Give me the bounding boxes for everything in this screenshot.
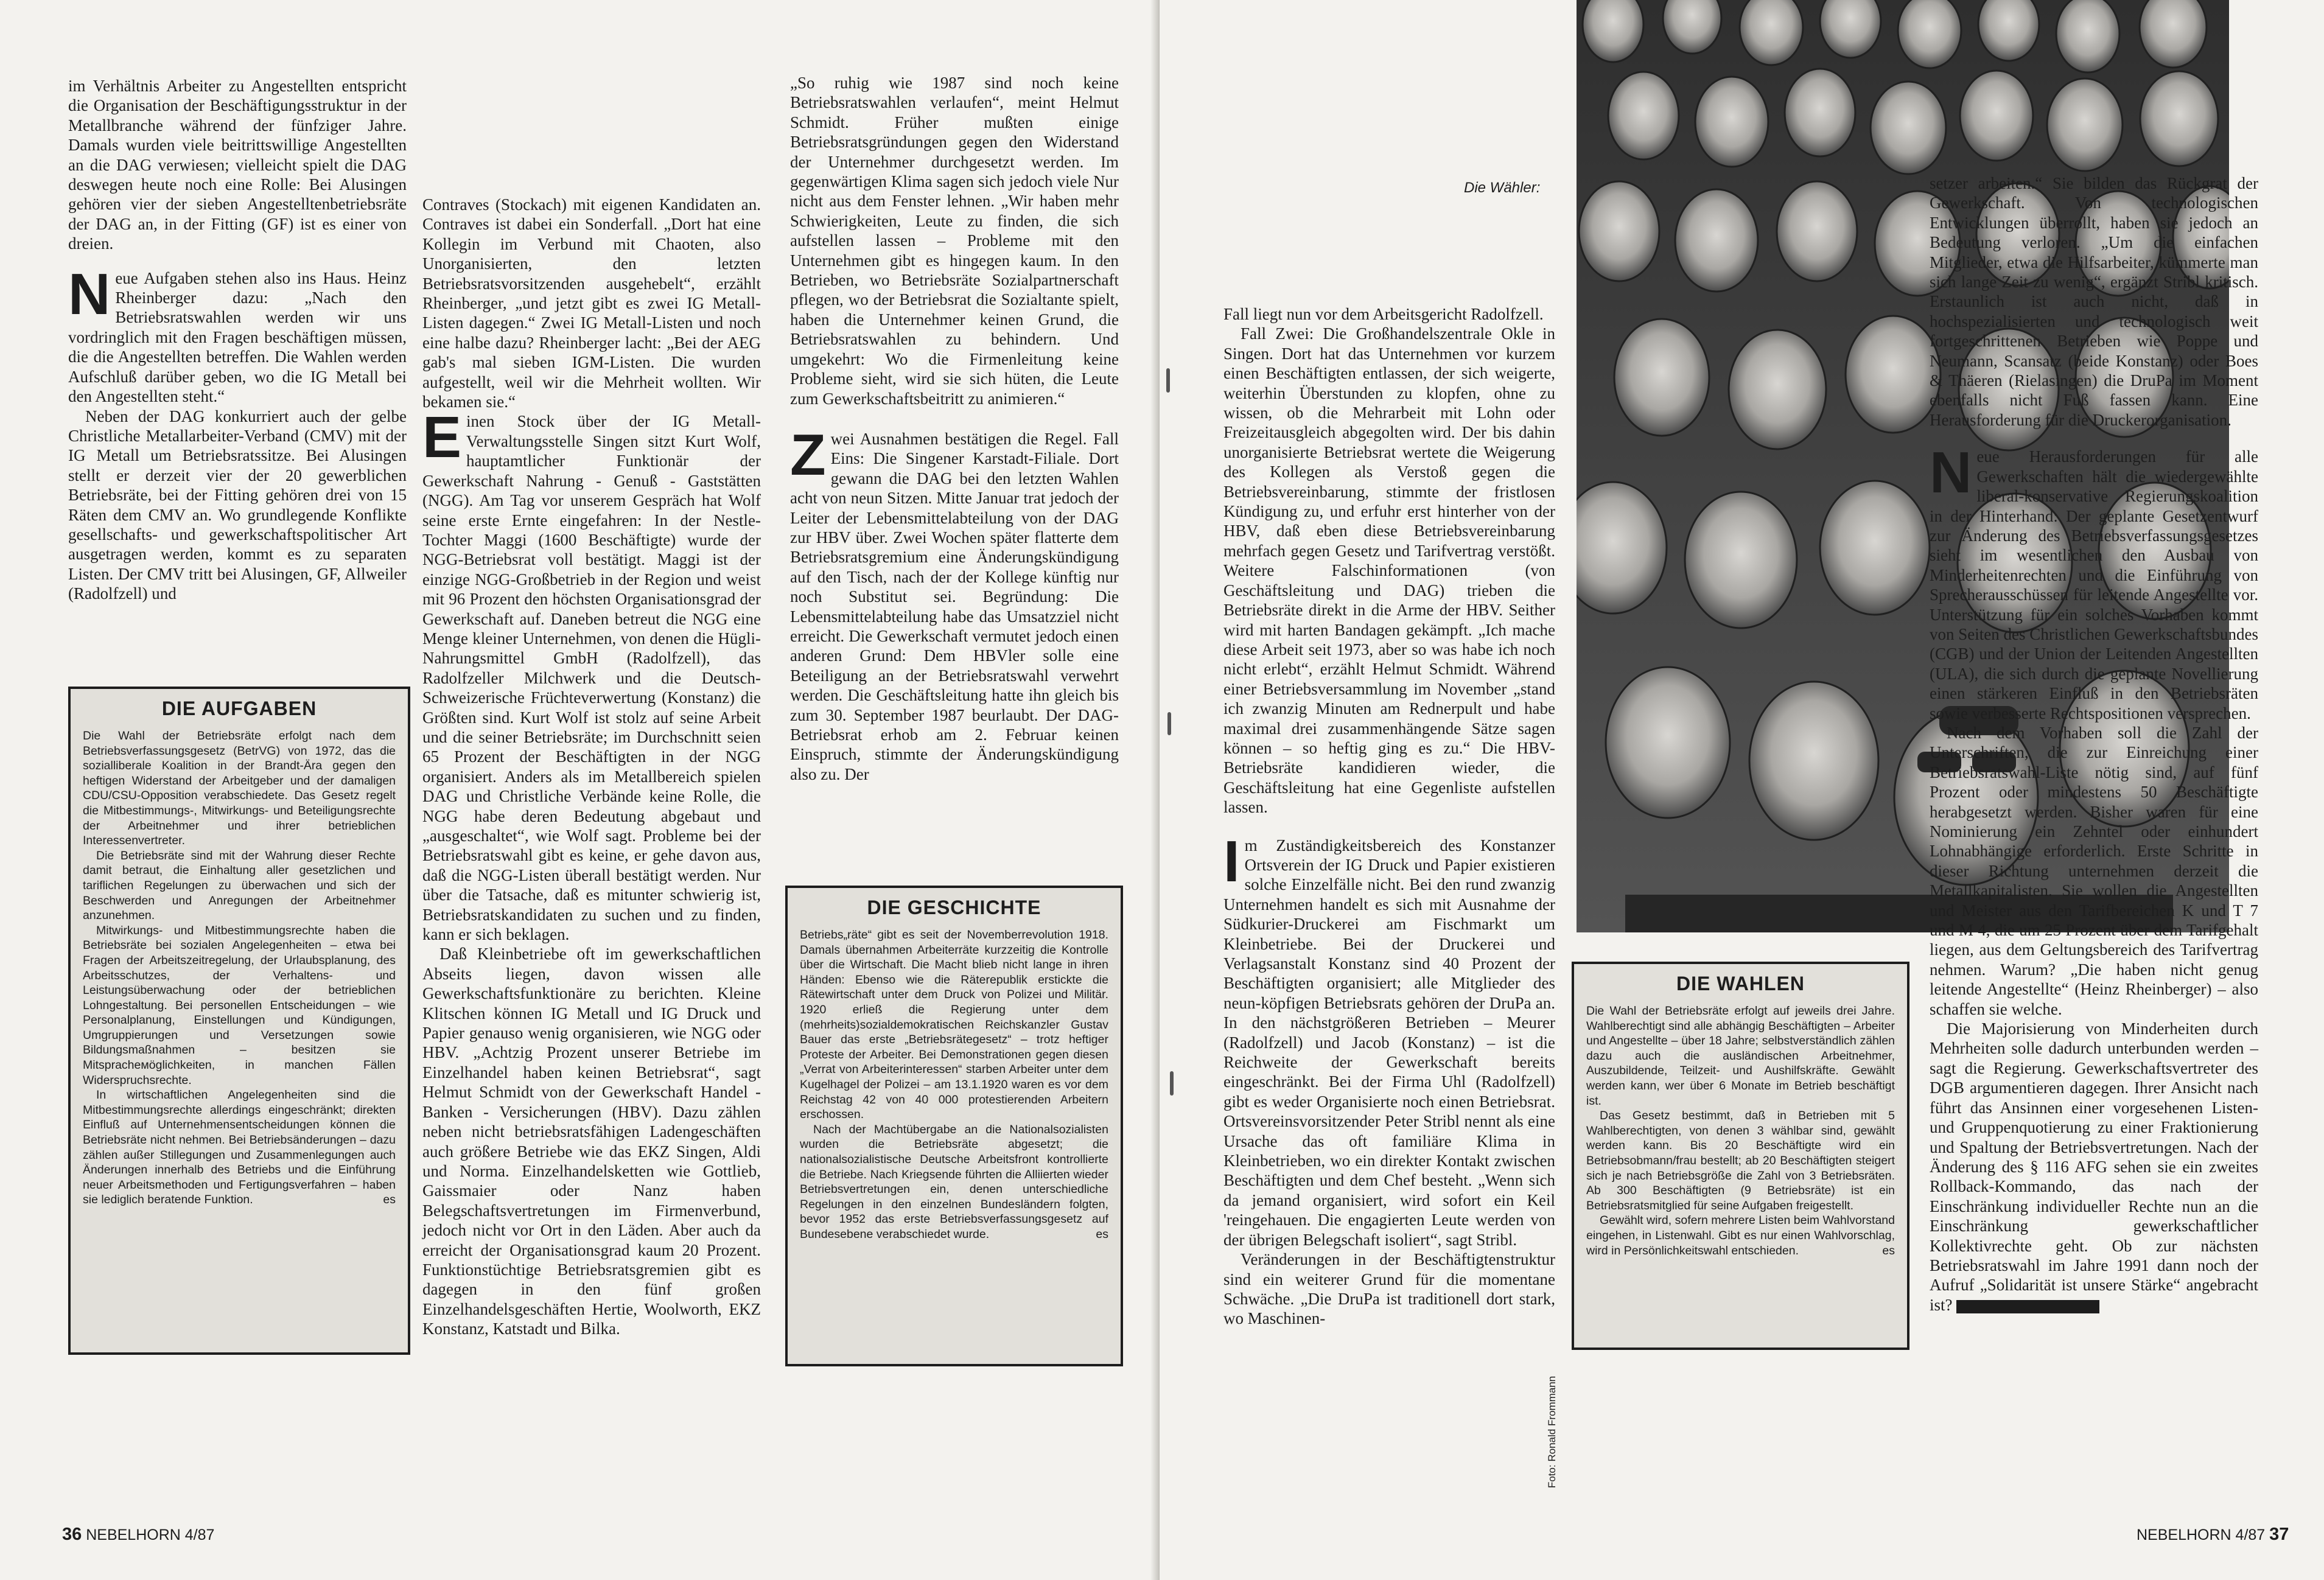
magazine-name: NEBELHORN [86,1526,181,1543]
issue-number: 4/87 [2235,1526,2266,1543]
paragraph: „So ruhig wie 1987 sind noch keine Betriebsratswahlen verlaufen“, meint Helmut Schmidt. Früher mußten einige Betriebsratsgründungen gegen den Widerstand der Unternehmer durchgesetzt werden. Im gegenwärtigen Klima sagen sich jedoch viele Nur nicht aus dem Fenster lehnen. „Wir haben mehr Schwierigkeiten, Leute zu finden, die sich aufstellen lassen – Probleme mit den Unternehmen gibt es hingegen kaum. In den Betrieben, wo Betriebsräte Sozialpartnerschaft pflegen, wo der Betriebsrat die Sozialtante spielt, haben die Unternehmer keinen Grund, die Betriebsratswahlen zu behindern. Und umgekehrt: Wo die Firmenleitung keine Probleme sieht, wird sie sich hüten, die Leute zum Gewerkschaftsbeitritt zu animieren.“ [790,74,1119,408]
box-paragraph: Betriebs„räte“ gibt es seit der Novemberrevolution 1918. Damals übernahmen Arbeiterräte kurzzeitig die Kontrolle über die Wirtschaft. Die Macht blieb nicht lange in ihren Händen: Ebenso wie die Räterepublik erstickte die Rätewirtschaft unter dem Druck von Polizei und Militär. 1920 erließ die Regierung unter dem (mehrheits)sozialdemokratischen Reichskanzler Gustav Bauer das erste „Betriebsrätegesetz“ – trotz heftiger Proteste der Arbeiter. Bei Demonstrationen gegen diesen „Verrat von Arbeiterinteressen“ starben Arbeiter unter dem Kugelhagel der Polizei – am 13.1.1920 waren es vor dem Reichstag 42 von 40 000 protestierenden Arbeitern erschossen. [800,928,1108,1122]
paragraph: Neben der DAG konkurriert auch der gelbe Christliche Metallarbeiter-Verband (CMV) mit der IG Metall um Betriebsratssitze. Bei Alusingen stellt er derzeit vier der 20 gewerblichen Betriebsräte, bei der Fitting gehören drei von 15 Räten dem CMV an. Wo grundlegende Konflikte gesellschafts- und gewerkschaftspolitischer Art ausgetragen werden, kommt es zu separaten Listen. Der CMV tritt bei Alusingen, GF, Allweiler (Radolfzell) und [68,407,407,603]
paragraph: Fall Zwei: Die Großhandelszentrale Okle in Singen. Dort hat das Unternehmen vor kurzem einen Beschäftigten entlassen, der sich weigerte, weiterhin Überstunden zu klopfen, ohne zu wissen, ob die Mehrarbeit mit Lohn oder Freizeitausgleich abgegolten wird. Der bis dahin unorganisierte Betriebsrat wertete die Weigerung des Kollegen als Verstoß gegen die Betriebsvereinbarung, stimmte der fristlosen Kündigung zu, und erfuhr erst hinterher von der HBV, daß eben diese Betriebsvereinbarung mehrfach gegen Gesetz und Tarifvertrag verstößt. Weitere Falschinformationen (von Geschäftsleitung und DAG) trieben die Betriebsräte direkt in die Arme der HBV. Seither wird mit harten Bandagen gekämpft. „Ich mache diese Arbeit seit 1973, aber so was habe ich noch nicht erlebt“, erzählt Helmut Schmidt. Während einer Betriebsversammlung im November „stand ich zwanzig Minuten am Rednerpult und habe maximal drei zusammenhängende Sätze sagen können – so heftig ging es zu.“ Die HBV-Betriebsräte kandidieren wieder, die Geschäftsleitung hat eine Gegenliste aufstellen lassen. [1223,324,1555,817]
page-number: 36 [62,1525,82,1544]
paragraph: Neue Aufgaben stehen also ins Haus. Heinz Rheinberger dazu: „Nach den Betriebsratswahlen werden wir uns vordringlich mit den Fragen beschäftigen müssen, die die Angestellten betreffen. Die Wahlen werden Aufschluß darüber geben, wo die IG Metall bei den Angestellten steht.“ [68,261,407,406]
column-3 [790,73,1119,784]
paragraph: Nach dem Vorhaben soll die Zahl der Unterschriften, die zur Einreichung einer Betriebsratswahl-Liste nötig sind, auf fünf Prozent oder mindestens 50 Beschäftigte herabgesetzt werden. Bisher waren für eine Nominierung ein Zehntel oder einhundert Lohnabhängige erforderlich. Erste Schritte in dieser Richtung unternehmen derzeit die Metallkapitalisten. Sie wollen die Angestellten und Meister aus den Tarifbereichen K und T 7 und M 4, die um 25 Prozent über dem Tarifgehalt liegen, aus dem Geltungsbereich des Tarifvertrag nehmen. Warum? „Die haben nicht genug leitende Angestellte“ (Heinz Rheinberger) – also schaffen sie welche. [1930,723,2258,1018]
column-4 [1223,304,1555,1329]
drop-cap: E [422,405,462,470]
photo-caption: Die Wähler: [1464,180,1541,196]
box-paragraph: Gewählt wird, sofern mehrere Listen beim Wahlvorstand eingehen, in Listenwahl. Gibt es nur einen Wahlvorschlag, wird in Persönlichkeitswahl entschieden. es [1586,1214,1895,1257]
drop-cap: I [1223,828,1240,894]
column-2 [422,195,761,1339]
paragraph: Veränderungen in der Beschäftigtenstruktur sind ein weiterer Grund für die momentane Schwäche. „Die DruPa ist traditionell dort stark, wo Maschinen- [1223,1250,1555,1328]
paragraph: Im Zuständigkeitsbereich des Konstanzer Ortsverein der IG Druck und Papier existieren solche Einzelfälle nicht. Bei den rund zwanzig Unternehmen handelt es sich mit Ausnahme der Südkurier-Druckerei am Fischmarkt um Kleinbetriebe. Bei der Druckerei und Verlagsanstalt Konstanz sind 40 Prozent der Beschäftigten organisiert; alle Mitglieder des neun-köpfigen Betriebsrats gehören der DruPa an. In den nächstgrößeren Betrieben – Meurer (Radolfzell) und Jacob (Konstanz) – ist die Reichweite der Gewerkschaft bereits eingeschränkt. Bei der Firma Uhl (Radolfzell) gibt es weder Organisierte noch einen Betriebsrat. Ortsvereinsvorsitzender Peter Stribl nennt als eine Ursache das oft familiäre Klima in Kleinbetrieben, wo ein direkter Kontakt zwischen Beschäftigten und dem Chef besteht. „Wenn sich da jemand organisiert, wird sofort ein Keil 'reingehauen. Die engagierten Leute werden von der übrigen Belegschaft isoliert“, sagt Stribl. [1223,828,1555,1249]
box-title: DIE AUFGABEN [161,697,317,719]
author-initials: es [1096,1227,1108,1241]
paragraph: Einen Stock über der IG Metall-Verwaltungsstelle Singen sitzt Kurt Wolf, hauptamtlicher Funktionär der Gewerkschaft Nahrung - Genuß - Gaststätten (NGG). Am Tag vor unserem Gespräch hat Wolf seine erste Ernte eingefahren: In der Nestle-Tochter Maggi (1600 Beschäftigte) wurde der NGG-Betriebsrat voll bestätigt. Maggi ist der einzige NGG-Großbetrieb in der Region und weist mit 96 Prozent den höchsten Organisationsgrad der Gewerkschaft auf. Daneben betreut die NGG eine Menge kleiner Unternehmen, von denen die Hügli-Nahrungsmittel GmbH (Radolfzell), das Radolfzeller Milchwerk und die Deutsch-Schweizerische Früchteverwertung (Konstanz) die Größten sind. Kurt Wolf ist stolz auf seine Arbeit und die seiner Betriebsräte; im Durchschnitt seien 65 Prozent der Beschäftigten in der NGG organisiert. Anders als im Metallbereich spielen DAG und Christliche Verbände keine Rolle, die NGG habe deren Bedeutung abgebaut und „ausgeschaltet“, wie Wolf sagt. Probleme bei der Betriebsratswahl gibt es keine, er gehe davon aus, daß die NGG-Listen überall bestätigt werden. Nur über die Tatsache, daß es mitunter schwierig ist, Betriebsratskandidaten zu suchen und zu finden, kann er sich beklagen. [422,405,761,944]
info-box-aufgaben [68,687,410,1355]
magazine-name: NEBELHORN [2137,1526,2231,1543]
column-5 [1930,173,2258,1315]
box-paragraph: Die Wahl der Betriebsräte erfolgt auf jeweils drei Jahre. Wahlberechtigt sind alle abhängig Beschäftigten – Arbeiter und Angestellte – über 18 Jahre; selbstverständlich zählen dazu auch die ausländischen Arbeitnehmer, Auszubildende, Teilzeit- und Aushilfskräfte. Gewählt werden kann, wer über 6 Monate im Betrieb beschäftigt ist. [1586,1004,1895,1108]
paragraph: setzer arbeiten.“ Sie bilden das Rückgrat der Gewerkschaft. Von technologischen Entwicklungen überrollt, haben sie jedoch an Bedeutung verloren. „Um die einfachen Mitglieder, etwa die Hilfsarbeiter, kümmerte man sich lange Zeit zu wenig“, ergänzt Stribl kritisch. Erstaunlich ist auch nicht, daß in hochspezialisierten und technologisch weit fortgeschrittenen Betrieben wie Poppe und Neumann, Scansatz (beide Konstanz) oder Boes & Thäeren (Rielasingen) die DruPa im Moment ebenfalls nicht Fuß fassen kann. Eine Herausforderung für die Druckerorganisation. [1930,174,2258,429]
paragraph: im Verhältnis Arbeiter zu Angestellten entspricht die Organisation der Beschäftigungsstruktur in der Metallbranche während der fünfziger Jahre. Damals wurden viele beitrittswillige Angestellten an die DAG verwiesen; vielleicht spielt die DAG deswegen heute noch eine Rolle: Bei Alusingen gehören vier der sieben Angestelltenbetriebsräte der DAG an, in der Fitting (GF) ist es einer von dreien. [68,77,407,253]
page-footer-right [2137,1525,2289,1545]
info-box-geschichte [785,886,1123,1366]
column-1 [68,76,407,604]
author-initials: es [383,1193,396,1207]
author-initials: es [1882,1243,1895,1257]
info-box-wahlen [1572,962,1909,1350]
paragraph: Neue Herausforderungen für alle Gewerkschaften hält die wiedergewählte liberal-konservative Regierungskoalition in der Hinterhand: Der geplante Gesetzentwurf zur Änderung des Betriebsverfassungsgesetzes sieht im wesentlichen den Ausbau von Minderheitenrechten und die Einführung von Sprecherausschüssen für leitende Angestellte vor. Unterstützung für ein solches Vorhaben kommt von Seiten des Christlichen Gewerkschaftsbundes (CGB) und der Union der Leitenden Angestellten (ULA), die sich durch die geplante Novellierung einen stärkeren Einfluß in den Betriebsräten sowie verbesserte Rechtspositionen versprechen. [1930,440,2258,722]
box-paragraph: Mitwirkungs- und Mitbestimmungsrechte haben die Betriebsräte bei sozialen Angelegenheiten – etwa bei Fragen der Arbeitszeitregelung, der Urlaubsplanung, des Arbeitsschutzes, der Verhaltens- und Leistungsüberwachung oder der betrieblichen Lohngestaltung. Bei personellen Entscheidungen – wie Personalplanung, Einstellungen und Kündigungen, Umgruppierungen und Versetzungen sowie Bildungsmaßnahmen – besitzen sie Mitspracheмöglichkeiten, in manchen Fällen Widerspruchsrechte. [83,923,396,1087]
page-number: 37 [2269,1525,2289,1544]
drop-cap: Z [790,422,826,488]
paragraph: Fall liegt nun vor dem Arbeitsgericht Radolfzell. [1223,305,1544,323]
paragraph: Zwei Ausnahmen bestätigen die Regel. Fall Eins: Die Singener Karstadt-Filiale. Dort gewann die DAG bei den letzten Wahlen acht von neun Sitzen. Mitte Januar trat jedoch der Leiter der Lebensmittelabteilung von der DAG zur HBV über. Zwei Wochen später flatterte dem Betriebsratsgremium eine Änderungskündigung auf den Tisch, nach der der Kollege künftig nur noch Substitut sei. Begründung: Die Lebensmittelabteilung habe das Umsatzziel nicht erreicht. Die Gewerkschaft vermutet jedoch einen anderen Grund: Dem HBVler solle eine Beteiligung an der Betriebsratswahl verwehrt werden. Die Geschäftsleitung hatte ihn gleich bis zum 30. September 1987 beurlaubt. Der DAG-Betriebsrat erhob am 2. Februar keinen Einspruch, stimmte der Änderungskündigung also zu. Der [790,422,1119,783]
box-title: DIE WAHLEN [1676,973,1805,994]
box-paragraph: Nach der Machtübergabe an die Nationalsozialisten wurden die Betriebsräte abgesetzt; die nationalsozialistische Deutsche Arbeitsfront kontrollierte die Betriebe. Nach Kriegsende führten die Alliierten wieder Betriebsvertretungen ein, denen unterschiedliche Regelungen in den einzelnen Bundesländern folgten, bevor 1952 das erste Betriebsverfassungsgesetz auf Bundesebene verabschiedet wurde. es [800,1122,1108,1241]
box-title: DIE GESCHICHTE [867,897,1041,918]
issue-number: 4/87 [184,1526,215,1543]
binder-mark [1166,368,1170,393]
paragraph: Die Majorisierung von Minderheiten durch Mehrheiten solle dadurch unterbunden werden – sagt die Regierung. Gewerkschaftsvertreter des DGB argumentieren dagegen. Ihrer Ansicht nach führt das Ansinnen einer vorgesehenen Listen- und Gruppenquotierung zu einer Fraktionierung und Spaltung der Betriebsvertretungen. Nach der Änderung des § 116 AFG sehen sie ein zweites Rollback-Kommando, das nach der Einschränkung individueller Rechte nun an die Einschränkung gewerkschaftlicher Kollektivrechte geht. Ob zur nächsten Betriebsratswahl im Jahre 1991 dann noch der Aufruf „Solidarität ist unsere Stärke“ angebracht ist? [1930,1019,2258,1314]
box-paragraph: In wirtschaftlichen Angelegenheiten sind die Mitbestimmungsrechte allerdings eingeschränkt; direkten Einfluß auf Unternehmensentscheidungen können die Betriebsräte nicht nehmen. Bei Betriebsänderungen – dazu zählen außer Stillegungen und Zusammenlegungen auch Änderungen innerhalb des Betriebs und die Einführung neuer Arbeitsmethoden und Fertigungsverfahren – haben sie lediglich beratende Funktion. es [83,1088,396,1207]
left-page [0,0,1160,1580]
box-paragraph: Die Betriebsräte sind mit der Wahrung dieser Rechte damit betraut, die Einhaltung aller gesetzlichen und tariflichen Regelungen zu überwachen und sich der Beschwerden und Anregungen der Arbeitnehmer anzunehmen. [83,848,396,923]
photo-credit: Foto: Ronald Frommann [1546,1376,1558,1488]
binder-mark [1170,1071,1174,1096]
paragraph: Daß Kleinbetriebe oft im gewerkschaftlichen Abseits liegen, davon wissen alle Gewerkschaftsfunktionäre zu berichten. Kleine Klitschen können IG Metall und IG Druck und Papier genauso wenig organisieren, wie NGG oder HBV. „Achtzig Prozent unserer Betriebe im Einzelhandel haben keinen Betriebsrat“, sagt Helmut Schmidt von der Gewerkschaft Handel - Banken - Versicherungen (HBV). Dazu zählen neben nicht betriebsratsfähigen Ladengeschäften auch größere Betriebe wie das EKZ Singen, Aldi und Norma. Einzelhandelsketten wie Gottlieb, Gaissmaier oder Nanz haben Belegschaftsvertretungen im Firmenverbund, jedoch nicht vor Ort in den Läden. Aber auch da erreicht der Organisationsgrad kaum 20 Prozent. Funktionstüchtige Betriebsratsgremien gibt es dagegen in den fünf großen Einzelhandelsgeschäften Hertie, Woolworth, EKZ Konstanz, Katstadt und Bilka. [422,945,761,1338]
binder-mark [1167,712,1171,735]
drop-cap: N [1930,440,1972,506]
page-footer-left [62,1525,214,1545]
drop-cap: N [68,261,111,327]
box-paragraph: Das Gesetz bestimmt, daß in Betrieben mit 5 Wahlberechtigten, von denen 3 wählbar sind, gewählt werden kann. Bis 20 Beschäftigte wird ein Betriebsobmann/frau bestellt; ab 20 Beschäftigten steigert sich je nach Betriebsgröße die Zahl von 3 Betriebsräten. Ab 300 Beschäftigten (9 Betriebsräte) ist ein Betriebsratsmitglied für seine Aufgaben freigestellt. [1586,1109,1895,1212]
end-marker [1956,1300,2099,1313]
box-paragraph: Die Wahl der Betriebsräte erfolgt nach dem Betriebsverfassungsgesetz (BetrVG) von 1972, das die sozialliberale Koalition in der Brandt-Ära gegen den heftigen Widerstand der Arbeitgeber und der damaligen CDU/CSU-Opposition verabschiedete. Das Gesetz regelt die Mitbestimmungs-, Mitwirkungs- und Beteiligungsrechte der Arbeitnehmer und ihrer betrieblichen Interessenvertreter. [83,729,396,848]
paragraph: Contraves (Stockach) mit eigenen Kandidaten an. Contraves ist dabei ein Sonderfall. „Dort hat eine Kollegin im Verbund mit Chaoten, also Unorganisierten, den letzten Betriebsratsvorsitzenden ausgehebelt“, erzählt Rheinberger, „und jetzt gibt es zwei IG Metall-Listen dagegen.“ Zwei IG Metall-Listen und noch eine halbe dazu? Rheinberger lacht: „Bei der AEG gab's mal sieben IGM-Listen. Die wurden aufgestellt, weil wir die Mehrheit wollten. Wir bekamen sie.“ [422,195,761,411]
